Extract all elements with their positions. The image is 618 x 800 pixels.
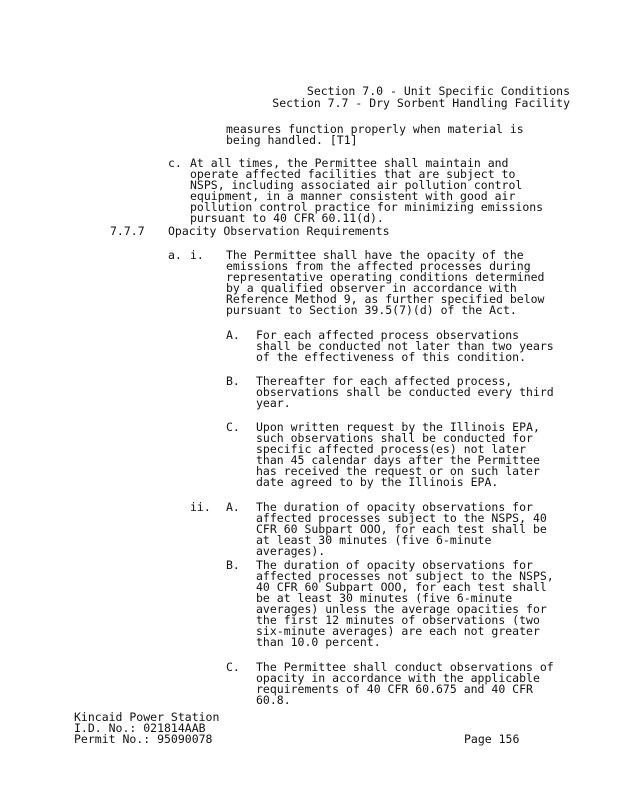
section-title: Opacity Observation Requirements [168,224,390,238]
item-i-A-label: A. [226,328,240,342]
item-c-text: At all times, the Permittee shall maintain and operate affected facilities that are subject to NSPS, including associated air pollution control equipment, in a manner consistent with good air pollution control practice for minimizing emissions pursuant to 40 CFR 60.11(d). [190,156,544,225]
footer-id-number: I.D. No.: 021814AAB [74,721,206,735]
item-i [226,250,556,316]
section-header-line-2: Section 7.7 - Dry Sorbent Handling Facility [272,96,570,110]
page-number: Page 156 [464,732,520,746]
item-a-label: a. [168,248,182,262]
item-ii-C [256,662,556,706]
item-i-B-text: Thereafter for each affected process, observations shall be conducted every third year. [256,374,554,410]
item-ii-B [256,560,556,648]
item-c [190,158,556,224]
item-i-C-label: C. [226,420,240,434]
item-ii-label: ii. [190,500,211,514]
item-ii-B-label: B. [226,558,240,572]
section-header-line-1: Section 7.0 - Unit Specific Conditions [306,84,570,98]
item-i-C-text: Upon written request by the Illinois EPA, such observations shall be conducted for specific affected process(es) not later than 45 calendar days after the Permittee has received the request or on such later date agreed to by the Illinois EPA. [256,420,540,489]
item-i-A-text: For each affected process observations shall be conducted not later than two years of the effectiveness of this condition. [256,328,554,364]
footer-permit-number: Permit No.: 95090078 [74,732,213,746]
item-ii-B-text: The duration of opacity observations for affected processes not subject to the NSPS, 40 CFR 60 Subpart OOO, for each test shall be at least 30 minutes (five 6-minute averages) unless the average opacities for the first 12 minutes of observations (two six-minute averages) are each not greater than 10.0 percent. [256,558,554,649]
intro-continuation [226,124,556,146]
item-ii-A-text: The duration of opacity observations for affected processes subject to the NSPS, 40 CFR 60 Subpart OOO, for each test shall be at least 30 minutes (five 6-minute averages). [256,500,547,558]
item-ii-A-label: A. [226,500,240,514]
item-i-C [256,422,556,488]
item-ii-A [256,502,556,557]
item-ii-C-text: The Permittee shall conduct observations of opacity in accordance with the applicable requirements of 40 CFR 60.675 and 40 CFR 60.8. [256,660,554,707]
intro-continuation-text: measures function properly when material is being handled. [T1] [226,122,524,147]
item-i-label: i. [190,248,204,262]
item-ii-C-label: C. [226,660,240,674]
item-i-A [256,330,556,363]
item-i-B [256,376,556,409]
item-i-text: The Permittee shall have the opacity of the emissions from the affected processes during representative operating conditions determined by a qualified observer in accordance with Reference Method 9, as further specified below pursuant to Section 39.5(7)(d) of the Act. [226,248,545,317]
footer-facility: Kincaid Power Station [74,710,220,724]
item-i-B-label: B. [226,374,240,388]
section-number: 7.7.7 [110,224,145,238]
item-c-label: c. [168,156,182,170]
